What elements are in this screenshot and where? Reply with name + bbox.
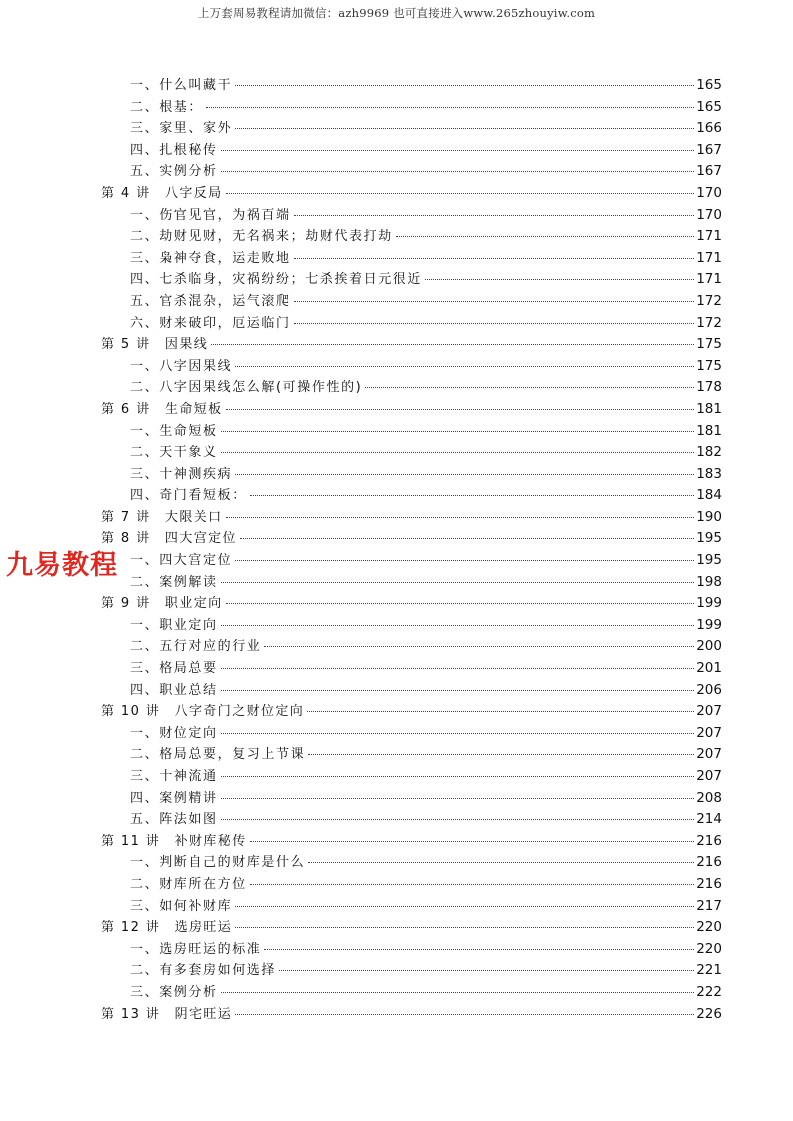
toc-entry-title: 三、十神测疾病 bbox=[130, 466, 233, 482]
toc-section-entry[interactable] bbox=[101, 291, 722, 313]
dot-leader bbox=[221, 625, 695, 626]
toc-entry-title: 一、职业定向 bbox=[130, 617, 218, 633]
toc-entry-title: 六、财来破印，厄运临门 bbox=[130, 315, 291, 331]
toc-chapter-entry[interactable] bbox=[101, 528, 722, 550]
toc-section-entry[interactable] bbox=[101, 615, 722, 637]
dot-leader bbox=[221, 819, 695, 820]
page-header: 上万套周易教程请加微信：azh9969 也可直接进入www.265zhouyiw.com bbox=[197, 6, 596, 20]
toc-page-number: 195 bbox=[696, 530, 722, 547]
toc-page-number: 167 bbox=[696, 163, 722, 180]
toc-section-entry[interactable] bbox=[101, 636, 722, 658]
dot-leader bbox=[308, 754, 694, 755]
dot-leader bbox=[250, 884, 694, 885]
toc-section-entry[interactable] bbox=[101, 161, 722, 183]
toc-entry-title: 五、阵法如图 bbox=[130, 812, 218, 828]
toc-entry-title: 二、格局总要，复习上节课 bbox=[130, 747, 306, 763]
toc-entry-title: 第 13 讲 阴宅旺运 bbox=[101, 1006, 233, 1022]
toc-chapter-entry[interactable] bbox=[101, 183, 722, 205]
toc-entry-title: 四、奇门看短板： bbox=[130, 488, 247, 504]
toc-page-number: 207 bbox=[696, 724, 722, 741]
dot-leader bbox=[396, 236, 694, 237]
dot-leader bbox=[235, 85, 694, 86]
toc-entry-title: 第 4 讲 八字反局 bbox=[101, 185, 223, 201]
toc-page-number: 175 bbox=[696, 336, 722, 353]
toc-section-entry[interactable] bbox=[101, 118, 722, 140]
dot-leader bbox=[250, 495, 694, 496]
toc-page-number: 216 bbox=[696, 854, 722, 871]
toc-section-entry[interactable] bbox=[101, 809, 722, 831]
toc-section-entry[interactable] bbox=[101, 788, 722, 810]
toc-page-number: 167 bbox=[696, 141, 722, 158]
toc-entry-title: 三、枭神夺食，运走败地 bbox=[130, 250, 291, 266]
dot-leader bbox=[221, 452, 695, 453]
toc-page-number: 165 bbox=[696, 77, 722, 93]
dot-leader bbox=[235, 560, 694, 561]
toc-entry-title: 四、职业总结 bbox=[130, 682, 218, 698]
table-of-contents bbox=[101, 75, 722, 1025]
toc-section-entry[interactable] bbox=[101, 550, 722, 572]
dot-leader bbox=[308, 862, 694, 863]
toc-page-number: 220 bbox=[696, 919, 722, 936]
toc-entry-title: 二、根基： bbox=[130, 99, 204, 115]
toc-page-number: 206 bbox=[696, 681, 722, 698]
toc-entry-title: 二、劫财见财，无名祸来；劫财代表打劫 bbox=[130, 229, 393, 245]
toc-entry-title: 二、八字因果线怎么解(可操作性的) bbox=[130, 380, 363, 396]
dot-leader bbox=[221, 668, 695, 669]
toc-page-number: 181 bbox=[696, 422, 722, 439]
toc-page-number: 207 bbox=[696, 746, 722, 763]
toc-section-entry[interactable] bbox=[101, 658, 722, 680]
toc-entry-title: 二、天干象义 bbox=[130, 445, 218, 461]
toc-entry-title: 二、案例解读 bbox=[130, 574, 218, 590]
toc-chapter-entry[interactable] bbox=[101, 593, 722, 615]
dot-leader bbox=[235, 927, 694, 928]
toc-entry-title: 一、四大宫定位 bbox=[130, 553, 233, 569]
toc-section-entry[interactable] bbox=[101, 226, 722, 248]
toc-entry-title: 第 12 讲 选房旺运 bbox=[101, 920, 233, 936]
toc-section-entry[interactable] bbox=[101, 140, 722, 162]
toc-section-entry[interactable] bbox=[101, 680, 722, 702]
toc-section-entry[interactable] bbox=[101, 313, 722, 335]
dot-leader bbox=[211, 344, 694, 345]
dot-leader bbox=[425, 279, 694, 280]
watermark-logo: 九易教程 bbox=[6, 550, 118, 581]
dot-leader bbox=[221, 171, 695, 172]
dot-leader bbox=[294, 301, 695, 302]
dot-leader bbox=[250, 841, 695, 842]
toc-page-number: 170 bbox=[696, 184, 722, 201]
dot-leader bbox=[235, 128, 694, 129]
toc-entry-title: 三、如何补财库 bbox=[130, 898, 233, 914]
dot-leader bbox=[264, 646, 694, 647]
toc-page-number: 220 bbox=[696, 940, 722, 957]
toc-page-number: 175 bbox=[696, 357, 722, 374]
toc-page-number: 221 bbox=[696, 962, 722, 979]
toc-entry-title: 第 6 讲 生命短板 bbox=[101, 401, 223, 417]
toc-entry-title: 一、什么叫藏干 bbox=[130, 78, 233, 93]
toc-section-entry[interactable] bbox=[101, 269, 722, 291]
toc-page-number: 171 bbox=[696, 228, 722, 245]
toc-section-entry[interactable] bbox=[101, 97, 722, 119]
toc-section-entry[interactable] bbox=[101, 982, 722, 1004]
toc-chapter-entry[interactable] bbox=[101, 831, 722, 853]
toc-entry-title: 一、生命短板 bbox=[130, 423, 218, 439]
toc-section-entry[interactable] bbox=[101, 377, 722, 399]
toc-page-number: 181 bbox=[696, 400, 722, 417]
toc-section-entry[interactable] bbox=[101, 939, 722, 961]
toc-entry-title: 第 7 讲 大限关口 bbox=[101, 509, 223, 525]
dot-leader bbox=[221, 431, 695, 432]
toc-entry-title: 第 11 讲 补财库秘传 bbox=[101, 833, 247, 849]
toc-page-number: 195 bbox=[696, 552, 722, 569]
toc-entry-title: 三、十神流通 bbox=[130, 769, 218, 784]
toc-page-number: 166 bbox=[696, 120, 722, 137]
toc-chapter-entry[interactable] bbox=[101, 399, 722, 421]
toc-chapter-entry[interactable] bbox=[101, 917, 722, 939]
dot-leader bbox=[235, 366, 694, 367]
toc-chapter-entry[interactable] bbox=[101, 507, 722, 529]
dot-leader bbox=[240, 538, 694, 539]
toc-entry-title: 二、财库所在方位 bbox=[130, 876, 247, 892]
toc-entry-title: 四、七杀临身，灾祸纷纷；七杀挨着日元很近 bbox=[130, 272, 423, 288]
toc-section-entry[interactable] bbox=[101, 248, 722, 270]
dot-leader bbox=[235, 1014, 694, 1015]
toc-page-number: 172 bbox=[696, 292, 722, 309]
toc-entry-title: 三、家里、家外 bbox=[130, 121, 233, 137]
toc-chapter-entry[interactable] bbox=[101, 334, 722, 356]
dot-leader bbox=[307, 711, 694, 712]
dot-leader bbox=[221, 992, 695, 993]
toc-entry-title: 第 9 讲 职业定向 bbox=[101, 596, 223, 612]
toc-entry-title: 四、案例精讲 bbox=[130, 790, 218, 806]
toc-section-entry[interactable] bbox=[101, 852, 722, 874]
toc-page-number: 226 bbox=[696, 1005, 722, 1022]
toc-page-number: 199 bbox=[696, 616, 722, 633]
toc-entry-title: 第 10 讲 八字奇门之财位定向 bbox=[101, 704, 305, 720]
dot-leader bbox=[221, 733, 695, 734]
toc-page-number: 172 bbox=[696, 314, 722, 331]
toc-page-number: 222 bbox=[696, 983, 722, 1000]
toc-chapter-entry[interactable] bbox=[101, 1004, 722, 1026]
toc-entry-title: 一、选房旺运的标准 bbox=[130, 941, 262, 957]
toc-page-number: 183 bbox=[696, 465, 722, 482]
toc-page-number: 207 bbox=[696, 768, 722, 784]
toc-entry-title: 一、财位定向 bbox=[130, 725, 218, 741]
toc-section-entry[interactable] bbox=[101, 442, 722, 464]
toc-page-number: 178 bbox=[696, 379, 722, 396]
toc-section-entry[interactable] bbox=[101, 572, 722, 594]
toc-section-entry[interactable] bbox=[101, 744, 722, 766]
dot-leader bbox=[264, 949, 694, 950]
toc-entry-title: 五、实例分析 bbox=[130, 164, 218, 180]
toc-entry-title: 二、有多套房如何选择 bbox=[130, 963, 277, 979]
toc-page-number: 207 bbox=[696, 703, 722, 720]
dot-leader bbox=[226, 409, 695, 410]
dot-leader bbox=[206, 107, 694, 108]
toc-page-number: 165 bbox=[696, 98, 722, 115]
dot-leader bbox=[221, 582, 695, 583]
toc-page-number: 184 bbox=[696, 487, 722, 504]
toc-page-number: 216 bbox=[696, 875, 722, 892]
toc-section-entry[interactable] bbox=[101, 874, 722, 896]
toc-page-number: 198 bbox=[696, 573, 722, 590]
dot-leader bbox=[279, 970, 694, 971]
toc-section-entry[interactable] bbox=[101, 960, 722, 982]
dot-leader bbox=[221, 798, 695, 799]
toc-page-number: 201 bbox=[696, 660, 722, 677]
toc-page-number: 182 bbox=[696, 444, 722, 461]
toc-entry-title: 一、八字因果线 bbox=[130, 358, 233, 374]
toc-section-entry[interactable] bbox=[101, 356, 722, 378]
toc-entry-title: 五、官杀混杂，运气滚爬 bbox=[130, 293, 291, 309]
toc-section-entry[interactable] bbox=[101, 464, 722, 486]
toc-chapter-entry[interactable] bbox=[101, 701, 722, 723]
toc-section-entry[interactable] bbox=[101, 421, 722, 443]
toc-page-number: 170 bbox=[696, 206, 722, 223]
dot-leader bbox=[221, 150, 695, 151]
dot-leader bbox=[365, 387, 694, 388]
toc-page-number: 217 bbox=[696, 897, 722, 914]
dot-leader bbox=[235, 474, 694, 475]
dot-leader bbox=[294, 215, 695, 216]
toc-entry-title: 第 8 讲 四大宫定位 bbox=[101, 531, 237, 547]
toc-page-number: 216 bbox=[696, 832, 722, 849]
toc-entry-title: 二、五行对应的行业 bbox=[130, 639, 262, 655]
dot-leader bbox=[221, 690, 695, 691]
toc-page-number: 171 bbox=[696, 249, 722, 266]
toc-entry-title: 三、格局总要 bbox=[130, 661, 218, 677]
toc-entry-title: 四、扎根秘传 bbox=[130, 142, 218, 158]
toc-entry-title: 一、判断自己的财库是什么 bbox=[130, 855, 306, 871]
toc-page-number: 200 bbox=[696, 638, 722, 655]
toc-section-entry[interactable] bbox=[101, 723, 722, 745]
dot-leader bbox=[221, 776, 695, 777]
toc-page-number: 199 bbox=[696, 595, 722, 612]
dot-leader bbox=[294, 258, 695, 259]
dot-leader bbox=[226, 603, 695, 604]
toc-entry-title: 一、伤官见官，为祸百端 bbox=[130, 207, 291, 223]
toc-page-number: 190 bbox=[696, 508, 722, 525]
toc-section-entry[interactable] bbox=[101, 205, 722, 227]
toc-section-entry[interactable] bbox=[101, 896, 722, 918]
toc-page-number: 208 bbox=[696, 789, 722, 806]
toc-section-entry[interactable] bbox=[101, 485, 722, 507]
toc-page-number: 214 bbox=[696, 811, 722, 828]
toc-section-entry[interactable] bbox=[101, 766, 722, 788]
dot-leader bbox=[235, 906, 694, 907]
toc-entry-title: 三、案例分析 bbox=[130, 984, 218, 1000]
toc-page-number: 171 bbox=[696, 271, 722, 288]
dot-leader bbox=[226, 193, 695, 194]
toc-entry-title: 第 5 讲 因果线 bbox=[101, 337, 209, 353]
dot-leader bbox=[226, 517, 695, 518]
toc-section-entry[interactable] bbox=[101, 75, 722, 97]
dot-leader bbox=[294, 323, 695, 324]
